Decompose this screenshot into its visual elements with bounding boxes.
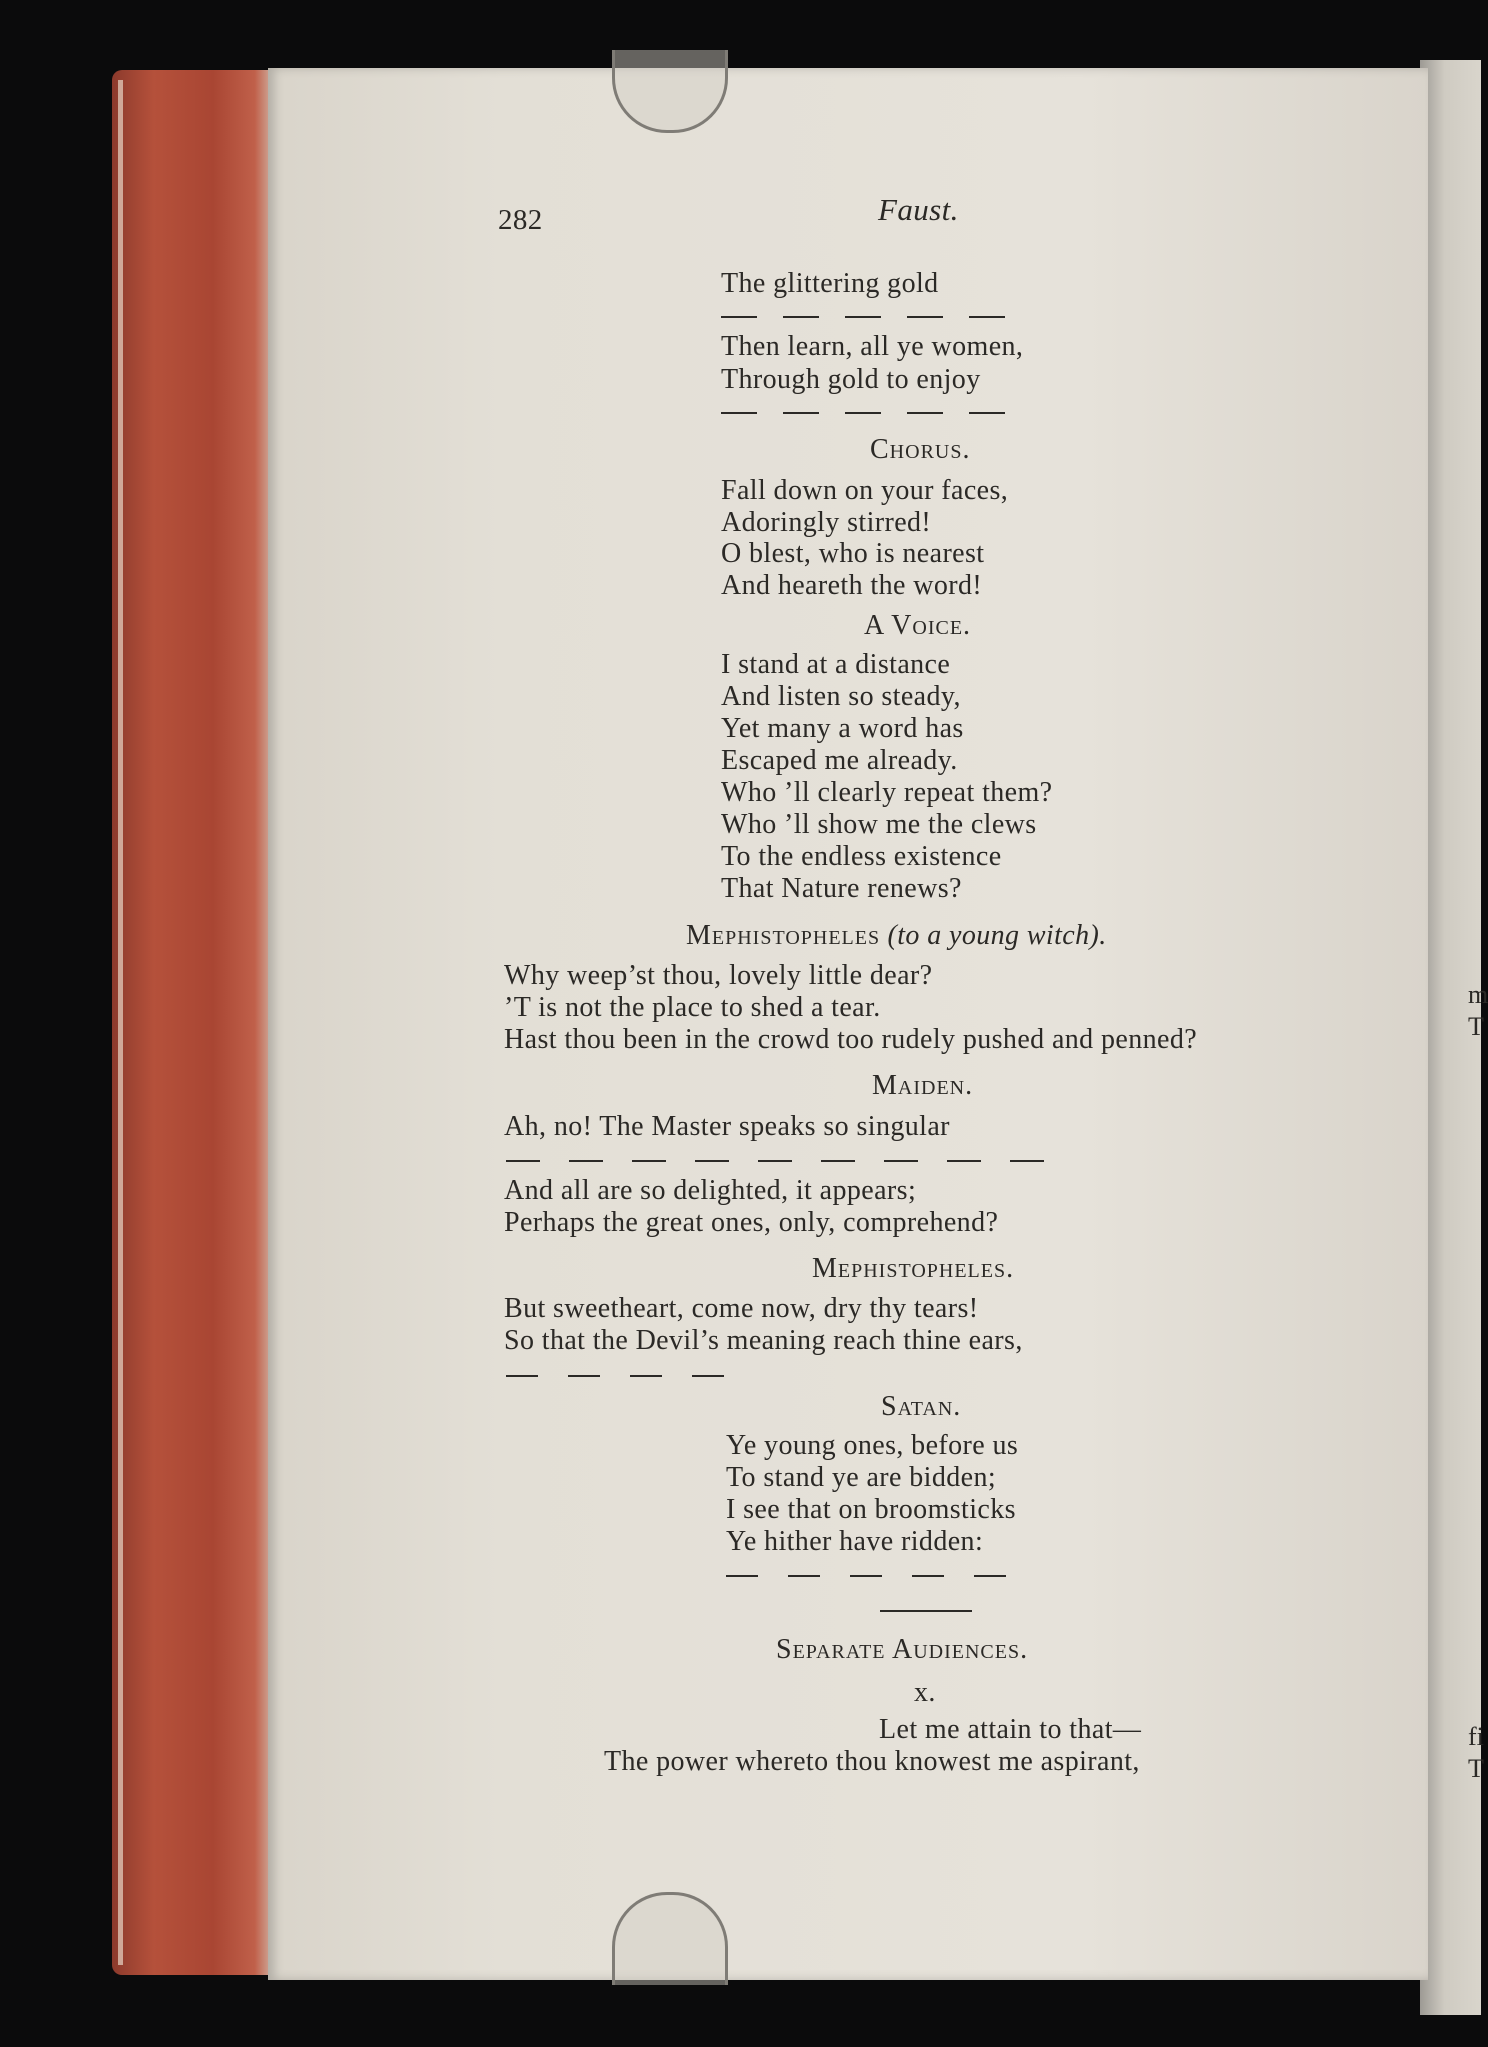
verse-line: But sweetheart, come now, dry thy tears! <box>504 1293 979 1324</box>
verse-line: I see that on broomsticks <box>726 1494 1016 1525</box>
verse-line: Yet many a word has <box>721 713 964 744</box>
verse-line: Escaped me already. <box>721 745 958 776</box>
speaker-heading: Chorus. <box>870 434 971 465</box>
verse-line: Fall down on your faces, <box>721 475 1009 506</box>
section-heading: Separate Audiences. <box>776 1634 1029 1665</box>
verse-line: Ye young ones, before us <box>726 1430 1019 1461</box>
verse-line: So that the Devil’s meaning reach thine ears, <box>504 1325 1023 1356</box>
omission-dashes <box>506 1160 1044 1163</box>
verse-line: Ye hither have ridden: <box>726 1526 984 1557</box>
page-edge-red <box>112 70 280 1975</box>
running-title: Faust. <box>878 192 959 227</box>
margin-fragment: m <box>1468 980 1488 1009</box>
margin-fragment: T <box>1468 1012 1484 1041</box>
verse-line: Perhaps the great ones, only, comprehend? <box>504 1207 999 1238</box>
verse-line: Adoringly stirred! <box>721 507 932 538</box>
verse-line: That Nature renews? <box>721 873 962 904</box>
verse-line: Let me attain to that— <box>879 1714 1142 1745</box>
verse-line: I stand at a distance <box>721 649 951 680</box>
speaker-heading <box>686 920 1107 952</box>
speaker-heading: Maiden. <box>872 1070 974 1101</box>
verse-line: Hast thou been in the crowd too rudely pushed and penned? <box>504 1024 1198 1055</box>
verse-line: The glittering gold <box>721 268 939 299</box>
omission-dashes <box>721 316 1005 319</box>
verse-line: And heareth the word! <box>721 570 983 601</box>
verse-line: To stand ye are bidden; <box>726 1462 997 1493</box>
verse-line: The power whereto thou knowest me aspirant, <box>604 1746 1140 1777</box>
omission-dashes <box>506 1375 724 1378</box>
omission-dashes <box>721 412 1005 415</box>
page-clip-bottom <box>612 1892 728 1985</box>
section-rule <box>880 1610 972 1612</box>
verse-line: Ah, no! The Master speaks so singular <box>504 1111 950 1142</box>
verse-line: Through gold to enjoy <box>721 364 981 395</box>
verse-line: Why weep’st thou, lovely little dear? <box>504 960 933 991</box>
speaker-heading: A Voice. <box>864 610 972 641</box>
verse-line: To the endless existence <box>721 841 1002 872</box>
verse-line: Who ’ll clearly repeat them? <box>721 777 1053 808</box>
margin-fragment: fi <box>1468 1722 1484 1751</box>
section-numeral: x. <box>914 1677 936 1708</box>
verse-line: Then learn, all ye women, <box>721 331 1024 362</box>
page-number: 282 <box>498 204 543 236</box>
verse-line: O blest, who is nearest <box>721 538 985 569</box>
verse-line: Who ’ll show me the clews <box>721 809 1037 840</box>
stage-direction: (to a young witch). <box>887 920 1107 951</box>
speaker-name: Mephistopheles <box>686 920 881 951</box>
verse-line: And listen so steady, <box>721 681 961 712</box>
verse-line: ’T is not the place to shed a tear. <box>504 992 881 1023</box>
speaker-heading: Satan. <box>881 1391 962 1422</box>
verse-line: And all are so delighted, it appears; <box>504 1175 917 1206</box>
omission-dashes <box>726 1575 1006 1578</box>
margin-fragment: T <box>1468 1754 1484 1783</box>
speaker-heading: Mephistopheles. <box>812 1253 1015 1284</box>
adjacent-page <box>1420 60 1488 2015</box>
